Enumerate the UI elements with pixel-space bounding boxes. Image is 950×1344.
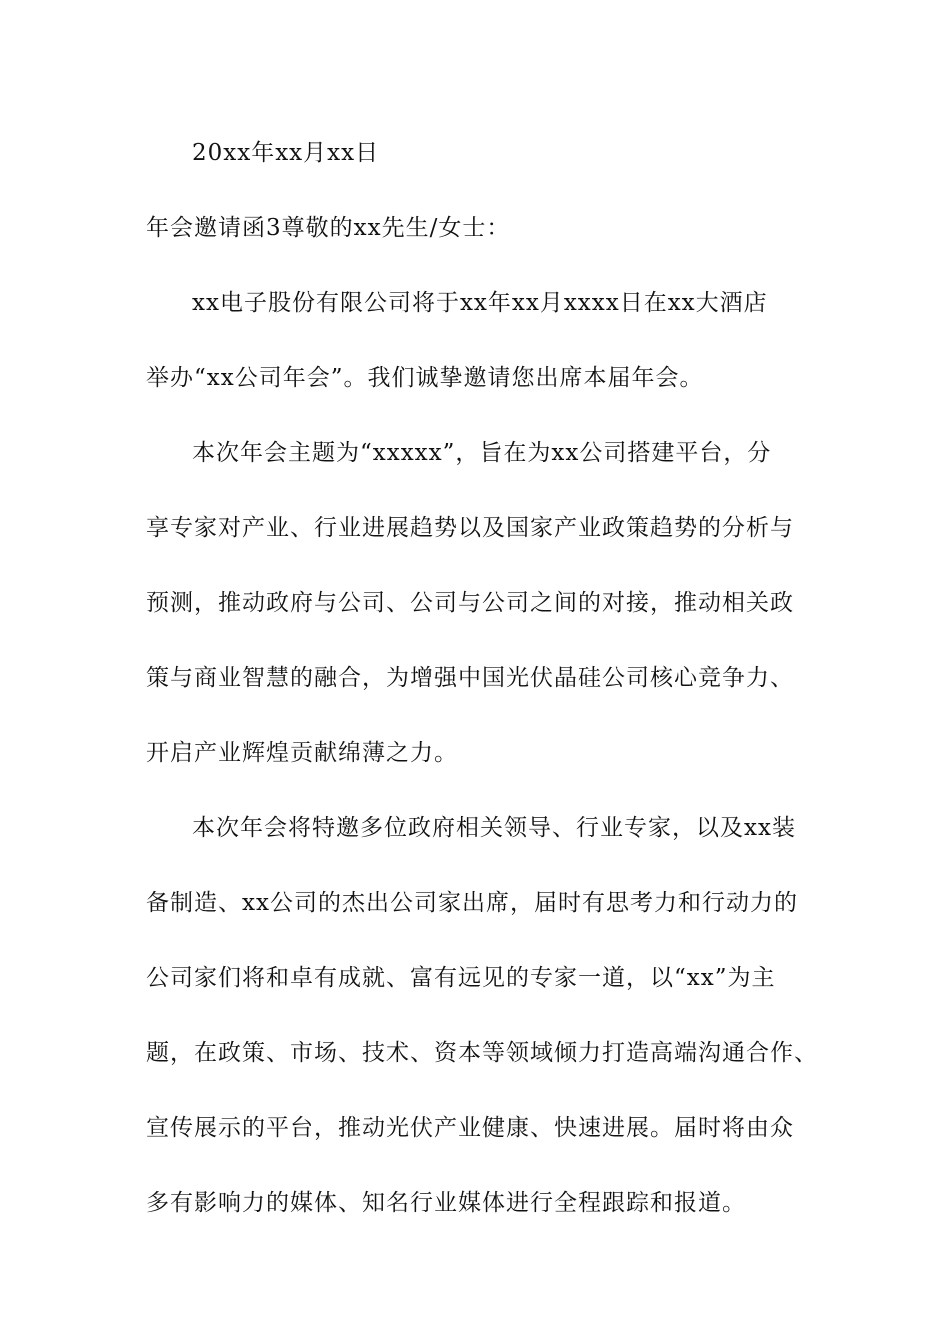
greeting-line: 年会邀请函3尊敬的xx先生/女士： (146, 215, 511, 241)
paragraph-line: 策与商业智慧的融合，为增强中国光伏晶硅公司核心竞争力、 (146, 665, 794, 691)
paragraph-line: 多有影响力的媒体、知名行业媒体进行全程跟踪和报道。 (146, 1190, 746, 1216)
paragraph-line: 预测，推动政府与公司、公司与公司之间的对接，推动相关政 (146, 590, 794, 616)
paragraph-line: 备制造、xx公司的杰出公司家出席，届时有思考力和行动力的 (146, 890, 798, 916)
paragraph-line: xx电子股份有限公司将于xx年xx月xxxx日在xx大酒店 (192, 290, 768, 316)
paragraph-line: 举办“xx公司年会”。我们诚挚邀请您出席本届年会。 (146, 365, 704, 391)
paragraph-line: 开启产业辉煌贡献绵薄之力。 (146, 740, 458, 766)
paragraph-line: 本次年会主题为“xxxxx”，旨在为xx公司搭建平台，分 (192, 440, 772, 466)
date-line: 20xx年xx月xx日 (192, 140, 380, 166)
paragraph-line: 享专家对产业、行业进展趋势以及国家产业政策趋势的分析与 (146, 515, 794, 541)
paragraph-line: 宣传展示的平台，推动光伏产业健康、快速进展。届时将由众 (146, 1115, 794, 1141)
paragraph-line: 题，在政策、市场、技术、资本等领域倾力打造高端沟通合作、 (146, 1040, 818, 1066)
paragraph-line: 本次年会将特邀多位政府相关领导、行业专家，以及xx装 (192, 815, 796, 841)
paragraph-line: 公司家们将和卓有成就、富有远见的专家一道，以“xx”为主 (146, 965, 776, 991)
